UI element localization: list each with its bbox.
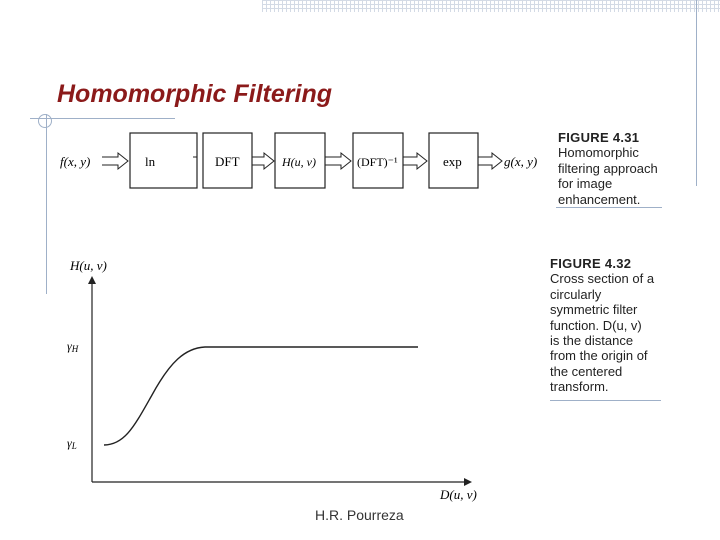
block-exp-label: exp <box>443 154 462 169</box>
caption-line: circularly <box>550 286 602 302</box>
caption-line: Cross section of a <box>550 271 655 287</box>
caption-line: the centered <box>550 363 623 379</box>
slide-footer: H.R. Pourreza <box>315 507 404 523</box>
caption-line: is the distance <box>550 333 634 349</box>
caption-line: transform. <box>550 379 609 395</box>
filter-curve <box>104 347 418 445</box>
caption-line: enhancement. <box>558 191 641 207</box>
caption-line: filtering approach <box>558 160 658 176</box>
filter-plot <box>67 258 477 502</box>
output-label: g(x, y) <box>504 154 538 169</box>
block-ln <box>130 133 197 188</box>
arrow-output <box>478 153 502 169</box>
arrow-input <box>102 153 128 169</box>
block-ln-label: ln <box>145 154 156 169</box>
slide-title: Homomorphic Filtering <box>57 80 332 108</box>
figure-4-32-heading: FIGURE 4.32 <box>550 256 632 271</box>
block-idft-label: (DFT)⁻¹ <box>357 155 398 169</box>
figure-4-32-caption <box>550 256 690 395</box>
caption-line: for image <box>558 176 613 192</box>
y-axis-label: H(u, v) <box>70 258 107 273</box>
y-axis-arrowhead <box>88 276 96 284</box>
caption-line: Homomorphic <box>558 145 639 161</box>
input-label: f(x, y) <box>60 154 91 169</box>
caption-rule-2 <box>550 400 661 401</box>
block-filter-label: H(u, v) <box>282 155 316 169</box>
arrow-idft-exp <box>403 153 427 169</box>
caption-line: from the origin of <box>550 348 648 364</box>
x-axis-arrowhead <box>464 478 472 486</box>
caption-line: function. D(u, v) <box>550 317 642 333</box>
arrow-dft-filter <box>252 153 274 169</box>
x-axis-label: D(u, v) <box>440 487 477 502</box>
arrow-filter-idft <box>325 153 351 169</box>
gamma-h-label: γH <box>67 339 79 354</box>
block-dft-label: DFT <box>215 154 240 169</box>
gamma-l-label: γL <box>67 436 77 451</box>
caption-line: symmetric filter <box>550 302 638 318</box>
figure-4-31-caption <box>558 130 678 207</box>
caption-rule-1 <box>556 207 662 208</box>
figure-4-31-heading: FIGURE 4.31 <box>558 130 640 145</box>
